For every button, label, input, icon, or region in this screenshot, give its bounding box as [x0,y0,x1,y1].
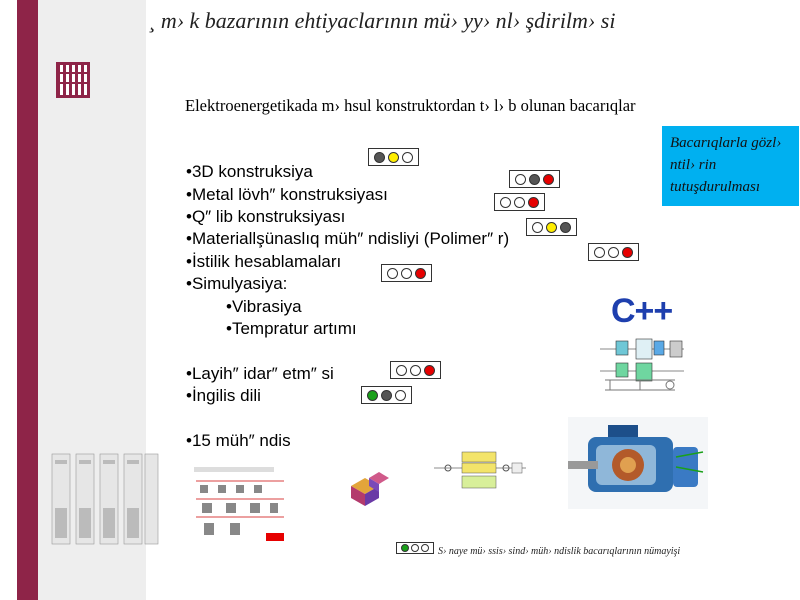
off-light-icon [411,544,419,552]
3d-blocks-image [345,470,391,510]
gray-light-icon [560,222,571,233]
green-light-icon [367,390,378,401]
traffic-light-materials-2 [588,243,639,261]
off-light-icon [387,268,398,279]
skill-item-simulation: •Simulyasiya: [186,274,288,293]
off-light-icon [532,222,543,233]
off-light-icon [396,365,407,376]
skill-item-english: •İngilis dili [186,386,261,405]
drive-cabinets-image [50,448,160,548]
company-logo [56,62,90,98]
skill-item-temperature: •Tempratur artımı [226,319,357,338]
traffic-light-project-mgmt [390,361,441,379]
skills-heading: Elektroenergetikada m› hsul konstruktordan t› l› b olunan bacarıqlar [185,96,636,115]
skill-item-project-mgmt: •Layih″ idar″ etm″ si [186,364,334,383]
skill-item-3d: •3D konstruksiya [186,162,313,181]
off-light-icon [410,365,421,376]
yellow-light-icon [388,152,399,163]
traffic-light-3d [368,148,419,166]
off-light-icon [395,390,406,401]
yellow-light-icon [546,222,557,233]
network-schematic-image [192,465,288,545]
motor-cutaway-image [568,417,708,509]
slide-title: ¸ m› k bazarının ehtiyaclarının mü› yy› nl› şdirilm› si [148,8,616,33]
off-light-icon [594,247,605,258]
circuit-image [600,375,680,395]
red-light-icon [543,174,554,185]
callout-box: Bacarıqlarla gözl› ntil› rin tutuşdurulması [662,126,799,206]
accent-bar [17,0,38,600]
cpp-logo: C++ [611,292,673,330]
gray-light-icon [374,152,385,163]
skill-item-sheet-metal: •Metal lövh″ konstruksiyası [186,185,388,204]
traffic-light-sheet-metal [509,170,560,188]
legend-traffic-light [396,542,434,554]
traffic-light-materials [526,218,577,236]
gray-light-icon [529,174,540,185]
off-light-icon [401,268,412,279]
traffic-light-english [361,386,412,404]
green-light-icon [401,544,409,552]
off-light-icon [500,197,511,208]
gray-light-icon [381,390,392,401]
skill-item-materials: •Materiallşünaslıq müh″ ndisliyi (Polimer″ r) [186,229,510,248]
red-light-icon [424,365,435,376]
off-light-icon [608,247,619,258]
red-light-icon [528,197,539,208]
off-light-icon [402,152,413,163]
skill-item-thermal: •İstilik hesablamaları [186,252,342,271]
off-light-icon [515,174,526,185]
off-light-icon [514,197,525,208]
off-light-icon [421,544,429,552]
control-diagram-image [432,450,528,494]
legend-note: S› naye mü› ssis› sind› müh› ndislik bacarıqlarının nümayişi [438,546,681,557]
traffic-light-mould [494,193,545,211]
red-light-icon [622,247,633,258]
skill-item-engineers: •15 müh″ ndis [186,431,291,450]
skill-item-mould: •Q″ lib konstruksiyası [186,207,346,226]
red-light-icon [415,268,426,279]
skill-item-vibration: •Vibrasiya [226,297,302,316]
traffic-light-thermal [381,264,432,282]
